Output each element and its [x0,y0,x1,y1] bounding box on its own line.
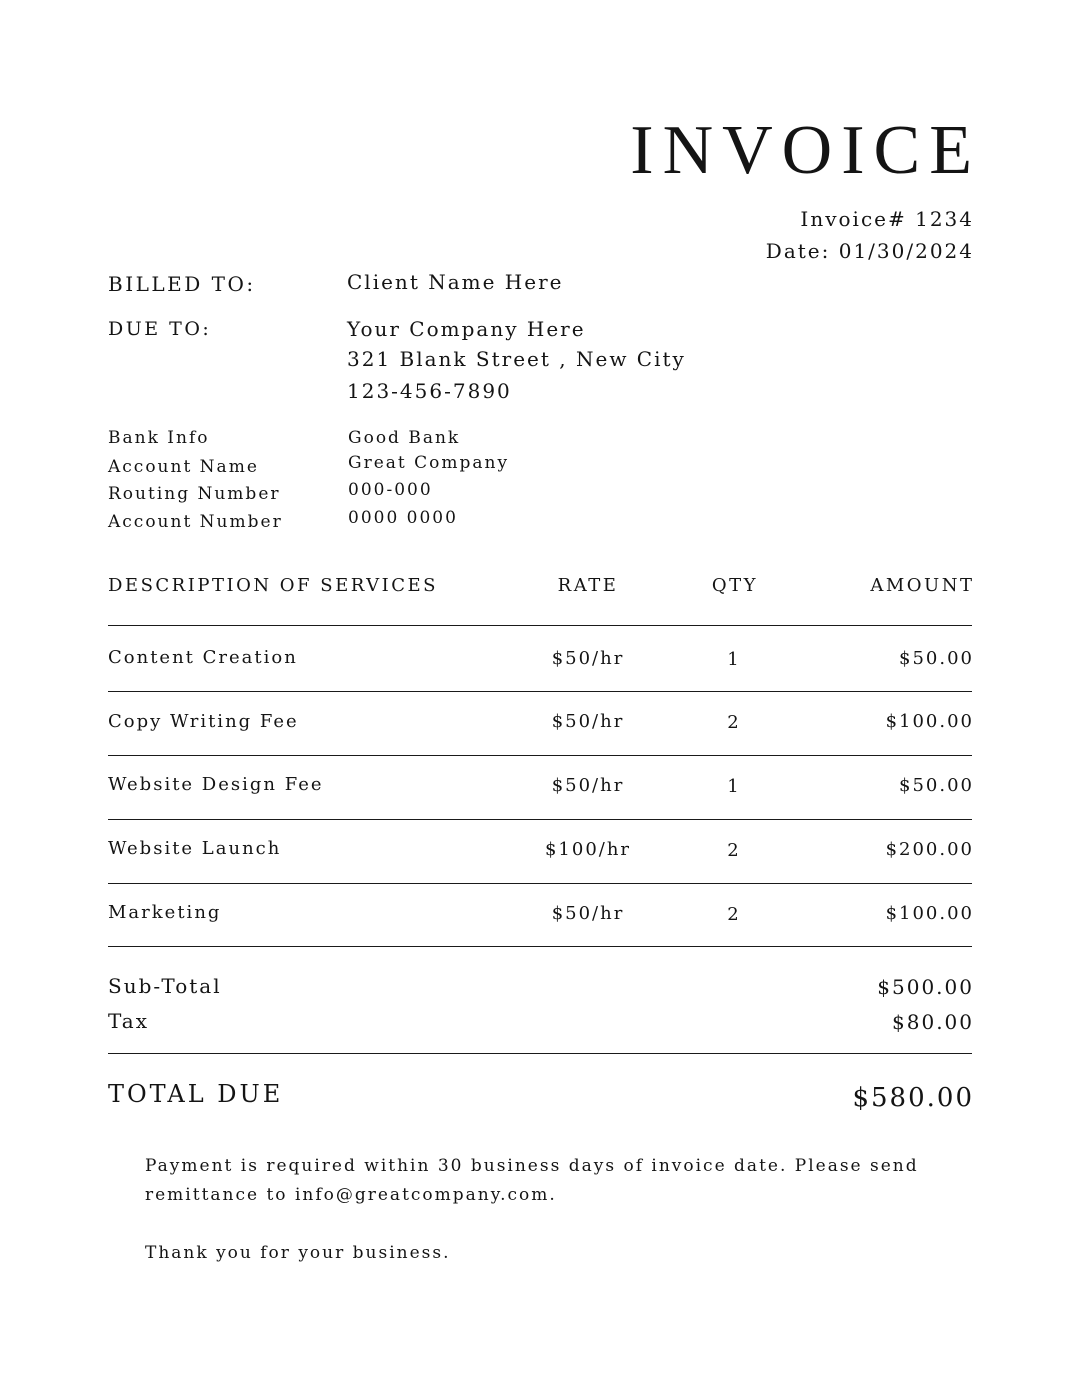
billed-to-value: Client Name Here [347,270,564,294]
row-qty: 2 [727,904,741,925]
total-due-value: $580.00 [852,1083,974,1113]
due-to-label: DUE TO: [108,318,212,340]
row-amount: $100.00 [885,711,974,732]
account-name-value: Great Company [348,453,510,473]
row-qty: 1 [727,776,741,797]
billed-to-label: BILLED TO: [108,272,256,296]
col-header-rate: RATE [557,575,619,596]
row-divider [108,691,972,692]
col-header-description: DESCRIPTION OF SERVICES [108,575,438,596]
row-amount: $50.00 [899,648,974,669]
row-description: Copy Writing Fee [108,711,299,732]
routing-number-value: 000-000 [348,480,433,500]
account-number-label: Account Number [108,512,283,532]
table-header-divider [108,625,972,626]
subtotal-value: $500.00 [877,975,974,999]
company-name: Your Company Here [347,317,586,341]
row-description: Website Design Fee [108,774,324,795]
company-address: 321 Blank Street , New City [347,347,686,371]
col-header-amount: AMOUNT [870,575,975,596]
company-phone: 123-456-7890 [347,379,512,403]
bank-info-value: Good Bank [348,428,461,448]
invoice-title: INVOICE [630,112,981,189]
row-amount: $50.00 [899,775,974,796]
row-description: Content Creation [108,647,298,668]
row-divider [108,883,972,884]
row-divider [108,755,972,756]
col-header-qty: QTY [711,575,759,596]
row-rate: $50/hr [551,648,625,669]
invoice-date: Date: 01/30/2024 [765,239,974,263]
summary-divider [108,1053,972,1054]
account-number-value: 0000 0000 [348,508,458,528]
row-qty: 2 [727,840,741,861]
row-amount: $100.00 [885,903,974,924]
subtotal-label: Sub-Total [108,974,222,998]
row-amount: $200.00 [885,839,974,860]
tax-value: $80.00 [892,1010,974,1034]
bank-info-label: Bank Info [108,428,210,448]
table-bottom-divider [108,946,972,947]
row-rate: $50/hr [551,903,625,924]
row-qty: 1 [727,649,741,670]
tax-label: Tax [108,1009,149,1033]
row-rate: $50/hr [551,711,625,732]
invoice-number: Invoice# 1234 [800,207,974,231]
payment-terms: Payment is required within 30 business days of invoice date. Please send remittance to info@greatcompany.com. [145,1156,919,1205]
total-due-label: TOTAL DUE [108,1080,284,1108]
row-qty: 2 [727,712,741,733]
row-description: Marketing [108,902,222,923]
thank-you-note: Thank you for your business. [145,1243,451,1263]
row-rate: $50/hr [551,775,625,796]
account-name-label: Account Name [108,457,259,477]
row-description: Website Launch [108,838,282,859]
routing-number-label: Routing Number [108,484,281,504]
row-rate: $100/hr [544,839,632,860]
row-divider [108,819,972,820]
